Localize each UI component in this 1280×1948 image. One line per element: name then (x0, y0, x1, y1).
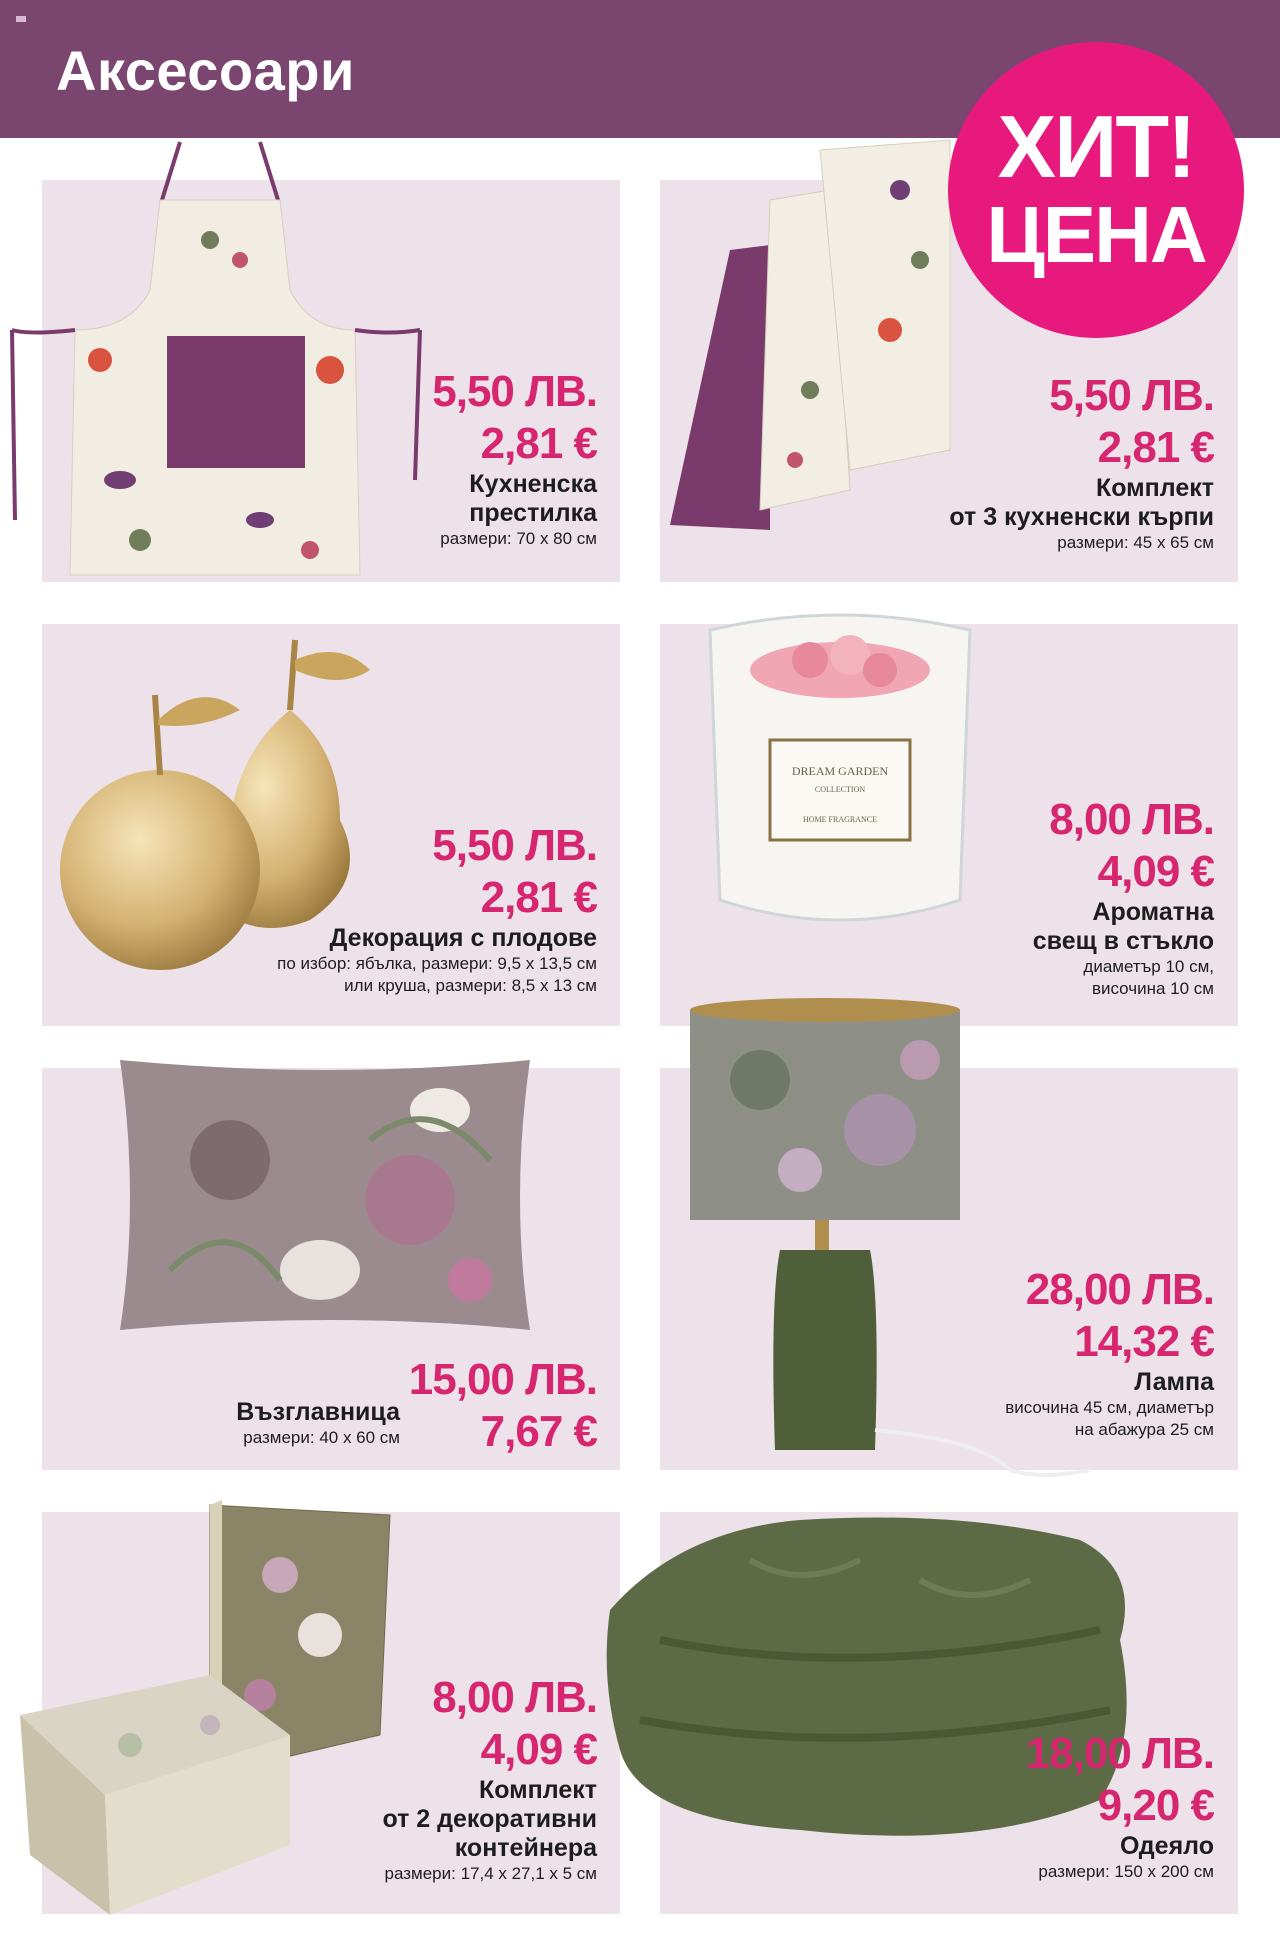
product-details: размери: 17,4 х 27,1 х 5 см (384, 1864, 597, 1883)
product-details: височина 10 см (1091, 979, 1214, 998)
product-details: по избор: ябълка, размери: 9,5 х 13,5 см (277, 954, 597, 973)
product-info-towels (949, 370, 1214, 554)
price-bgn: 18,00 ЛВ. (1025, 1729, 1214, 1778)
header-marker (16, 16, 26, 22)
product-name-line: от 2 декоративни (382, 1805, 597, 1833)
product-name-line: Комплект (1095, 474, 1214, 502)
price-bgn: 8,00 ЛВ. (1049, 795, 1214, 844)
price-bgn: 5,50 ЛВ. (432, 821, 597, 870)
product-info-lamp (1005, 1264, 1214, 1441)
pillow-image (110, 1050, 550, 1350)
product-name-line: престилка (469, 499, 597, 527)
candle-label-line1: DREAM GARDEN (791, 764, 889, 778)
product-name-line: Комплект (478, 1776, 597, 1804)
product-details: размери: 150 х 200 см (1038, 1862, 1214, 1881)
candle-image (700, 610, 980, 930)
price-eur: 14,32 € (1074, 1317, 1214, 1366)
price-bgn: 5,50 ЛВ. (1049, 371, 1214, 420)
towels-image (650, 130, 950, 550)
product-name-line: Декорация с плодове (329, 924, 597, 952)
product-details: размери: 40 х 60 см (243, 1428, 400, 1447)
product-info-apron (432, 366, 597, 550)
product-details: размери: 70 х 80 см (440, 529, 597, 548)
price-eur: 2,81 € (480, 419, 597, 468)
price-eur: 2,81 € (1097, 423, 1214, 472)
product-name-line: Възглавница (236, 1398, 400, 1426)
price-eur: 9,20 € (1097, 1781, 1214, 1830)
product-details: диаметър 10 см, (1083, 957, 1214, 976)
price-eur: 2,81 € (480, 873, 597, 922)
price-bgn: 5,50 ЛВ. (432, 367, 597, 416)
containers-image (10, 1495, 390, 1915)
product-info-candle (1033, 794, 1214, 1000)
price-bgn: 15,00 ЛВ. (408, 1355, 597, 1404)
product-info-blanket (1026, 1728, 1214, 1883)
product-name-pillow (236, 1398, 400, 1449)
page-title: Аксесоари (56, 39, 355, 102)
product-details: височина 45 см, диаметър (1005, 1398, 1214, 1417)
product-details: на абажура 25 см (1074, 1420, 1214, 1439)
apron-image (10, 140, 430, 580)
badge-line1: ХИТ! (997, 97, 1195, 196)
product-price-pillow (409, 1354, 597, 1458)
price-eur: 4,09 € (1097, 847, 1214, 896)
candle-label-line3: HOME FRAGRANCE (802, 815, 878, 824)
product-info-fruit-decor (277, 820, 597, 997)
product-details: размери: 45 х 65 см (1057, 533, 1214, 552)
product-name-line: Кухненска (469, 470, 597, 498)
product-name-line: свещ в стъкло (1032, 927, 1214, 955)
product-name-line: Ароматна (1092, 898, 1214, 926)
badge-line2: ЦЕНА (986, 190, 1206, 279)
candle-label-line2: COLLECTION (814, 785, 866, 794)
price-bgn: 28,00 ЛВ. (1025, 1265, 1214, 1314)
product-info-containers (382, 1672, 597, 1885)
product-name-line: контейнера (454, 1834, 597, 1862)
price-eur: 7,67 € (480, 1407, 597, 1456)
product-details: или круша, размери: 8,5 х 13 см (344, 976, 597, 995)
product-name-line: Лампа (1134, 1368, 1214, 1396)
hit-price-badge (948, 42, 1244, 338)
price-bgn: 8,00 ЛВ. (432, 1673, 597, 1722)
product-name-line: от 3 кухненски кърпи (949, 503, 1214, 531)
price-eur: 4,09 € (480, 1725, 597, 1774)
product-name-line: Одеяло (1119, 1832, 1214, 1860)
